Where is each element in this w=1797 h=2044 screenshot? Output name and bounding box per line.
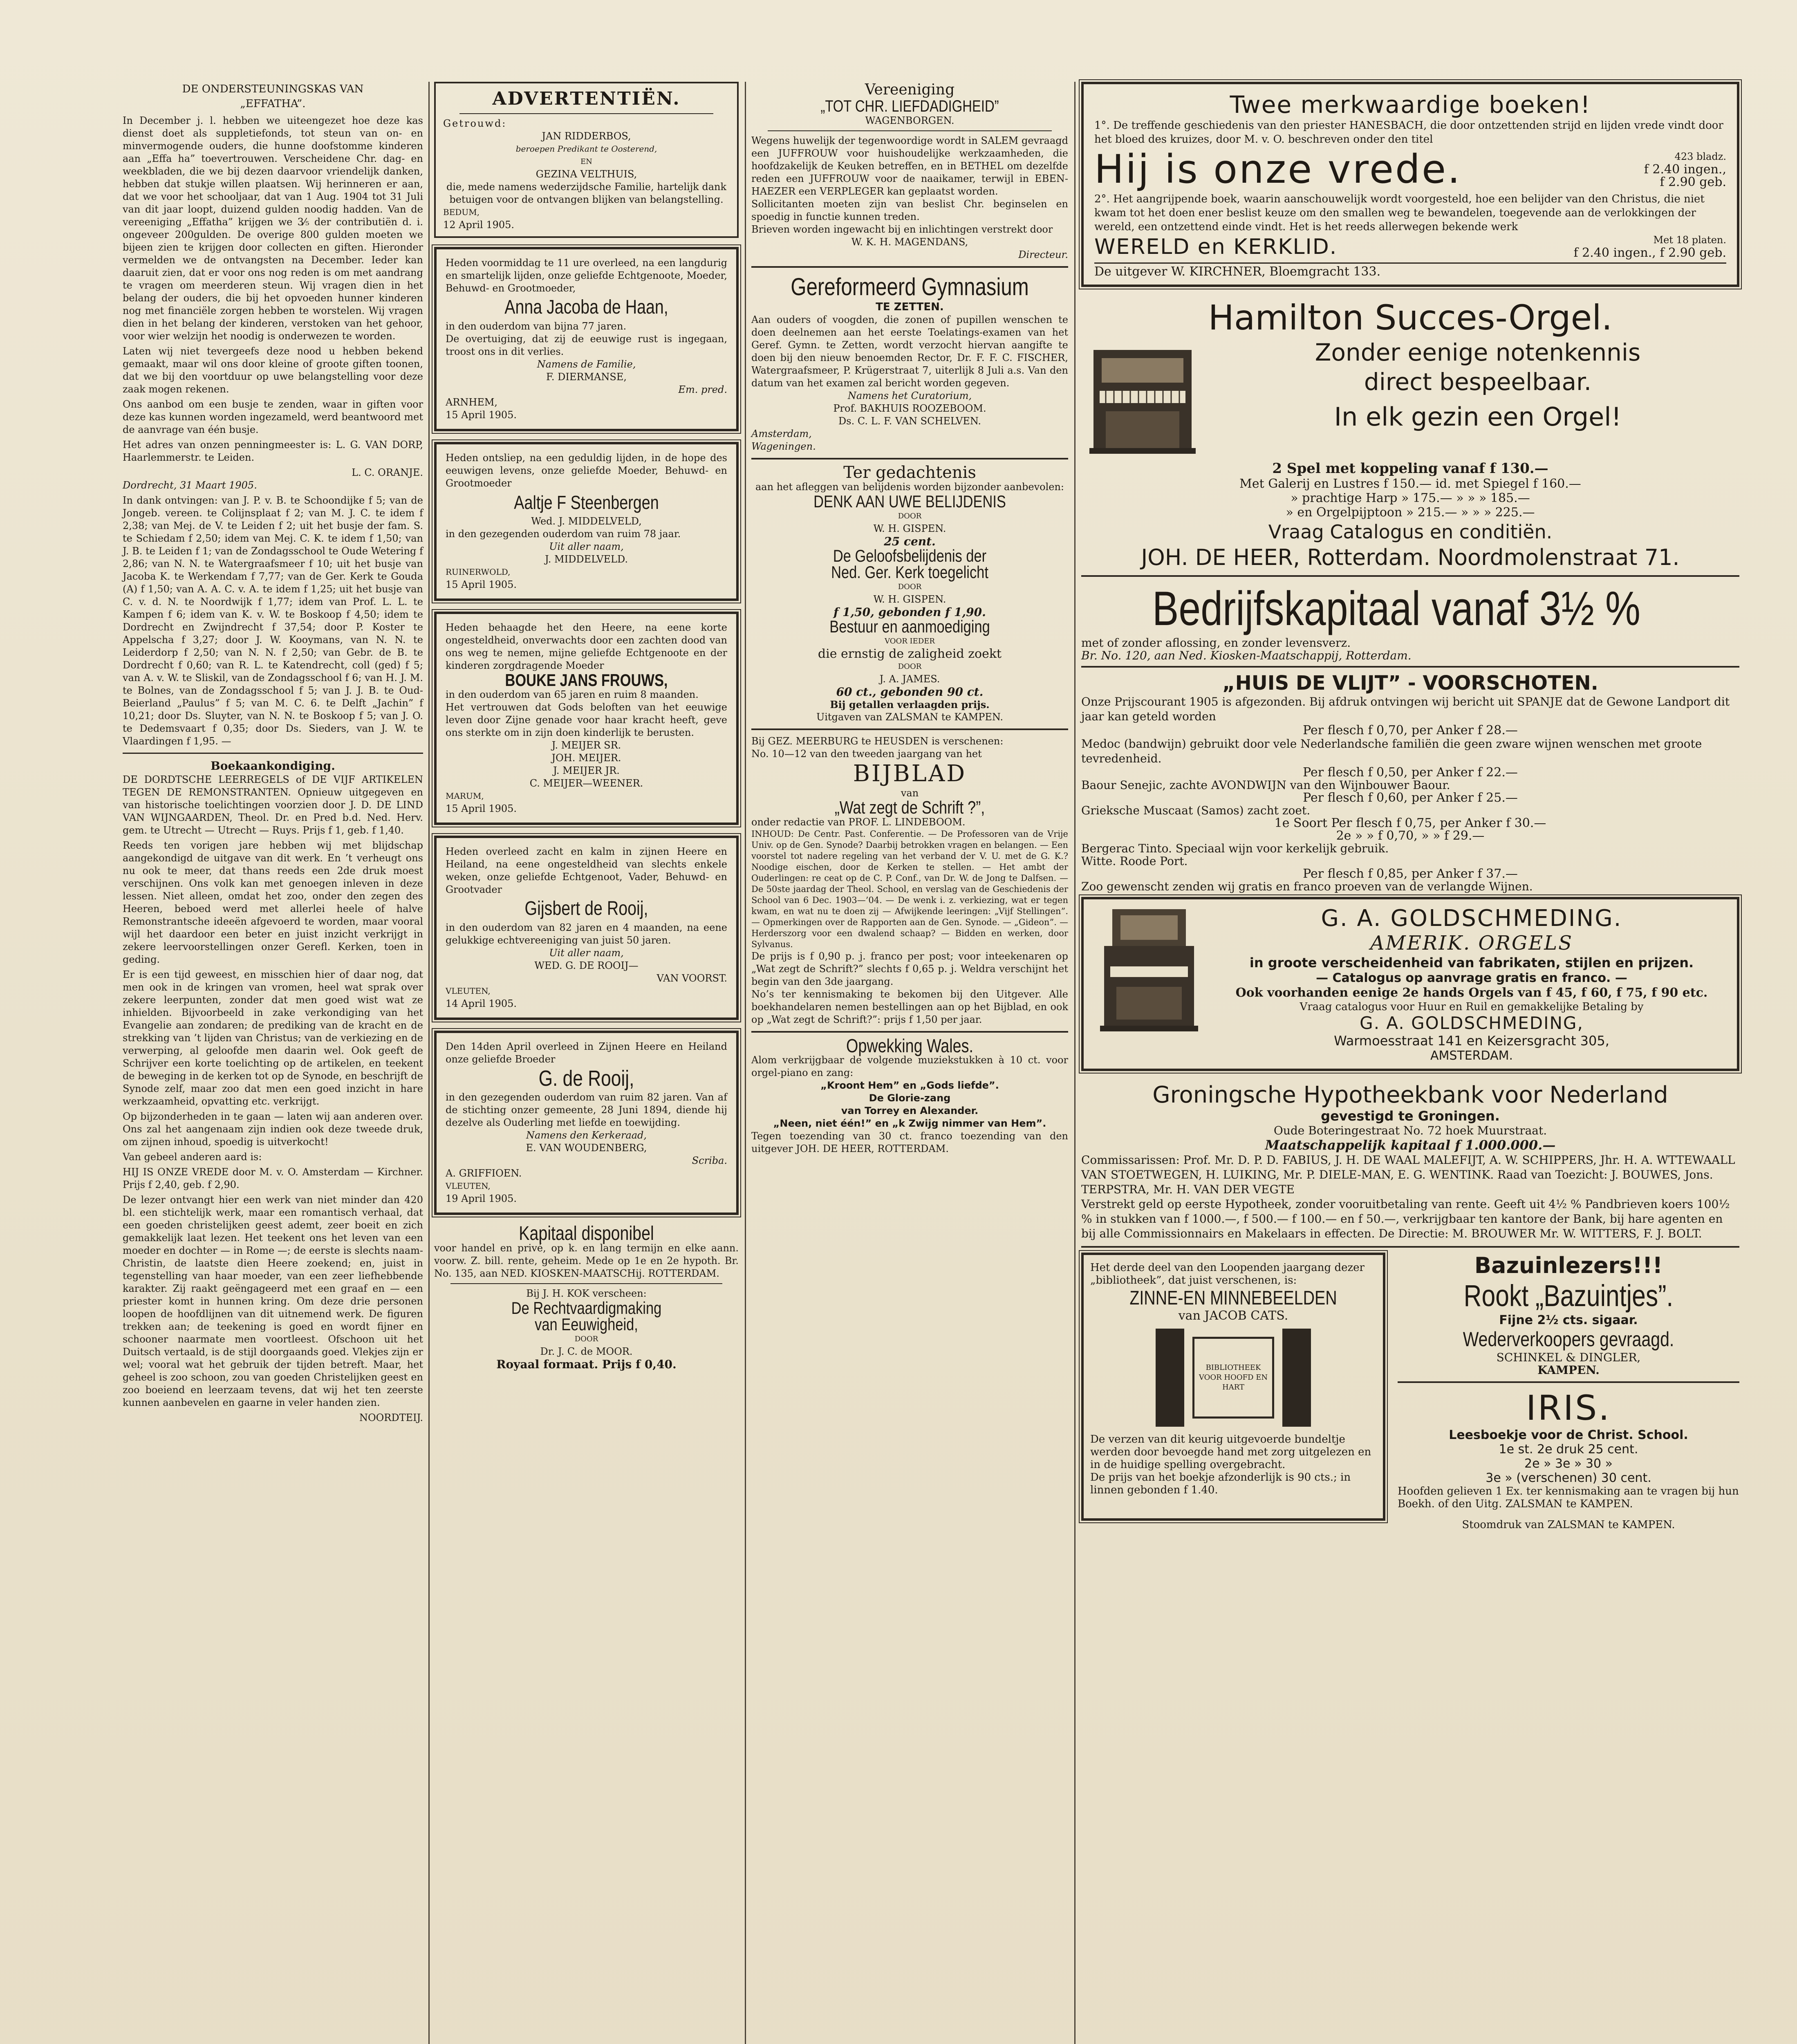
ad-text: EN — [580, 157, 592, 166]
ad-text: Wederverkoopers gevraagd. — [1463, 1328, 1674, 1351]
ad-date: 15 April 1905. — [446, 803, 517, 814]
ad-text: Dr. J. C. de MOOR. — [540, 1346, 633, 1357]
divider — [751, 458, 1068, 459]
ad-bazuin-iris — [1398, 1253, 1739, 1531]
ad-signature: J. MEIJER JR. — [553, 765, 620, 776]
ad-price: 2 Spel met koppeling vanaf f 130.— — [1272, 460, 1548, 477]
publication-title: BIJBLAD — [853, 760, 967, 787]
ad-text: beroepen Predikant te Oosterend, — [515, 144, 657, 154]
ad-text: Scriba. — [692, 1155, 727, 1166]
book-title: WERELD en KERKLID. — [1094, 235, 1338, 259]
book-title: Hij is onze vrede. — [1094, 146, 1462, 192]
ad-text: in den gezegenden ouderdom van ruim 78 jaar. — [446, 528, 681, 540]
ad-price: 2e » » f 0,70, » » f 29.— — [1336, 829, 1485, 843]
ad-text: Vraag catalogus voor Huur en Ruil en gemakkelijke Betaling by — [1300, 1001, 1644, 1013]
ad-price: Met Galerij en Lustres f 150.— id. met Spiegel f 160.— — [1239, 477, 1581, 491]
divider — [1081, 666, 1739, 668]
ad-text: die, mede namens wederzijdsche Familie, hartelijk dank betuigen voor de ontvangen blijken van belangstelling. — [446, 181, 727, 205]
ad-signature: Ds. C. L. F. VAN SCHELVEN. — [838, 415, 981, 427]
ad-text: Bij J. H. KOK verscheen: — [526, 1288, 647, 1299]
ad-heading: Groningsche Hypotheekbank voor Nederland — [1152, 1082, 1668, 1108]
ad-text: Bij GEZ. MEERBURG te HEUSDEN is verschenen: — [751, 735, 1004, 747]
column-commercial — [1081, 82, 1739, 1531]
emblem-bar — [1282, 1329, 1311, 1427]
ad-price: 60 ct., gebonden 90 ct. — [836, 685, 984, 699]
ad-date: 14 April 1905. — [446, 998, 517, 1009]
ad-text: „Kroont Hem” en „Gods liefde”. — [820, 1080, 999, 1091]
book-title-row — [1094, 234, 1726, 259]
column-notices — [751, 82, 1068, 1155]
ad-text: Den 14den April overleed in Zijnen Heere en Heiland onze geliefde Broeder — [446, 1041, 727, 1065]
printer-credit: Stoomdruk van ZALSMAN te KAMPEN. — [1462, 1519, 1675, 1531]
ad-address: KAMPEN. — [1537, 1363, 1600, 1377]
ad-place: MARUM, — [446, 791, 484, 801]
ad-place: VLEUTEN, — [446, 1181, 491, 1191]
ad-date: 15 April 1905. — [446, 409, 517, 421]
ad-heading: Twee merkwaardige boeken! — [1230, 91, 1591, 119]
ad-heading: Vereeniging — [865, 81, 955, 98]
ad-text: Uit aller naam, — [549, 947, 624, 959]
ad-text: De Glorie-zang — [869, 1092, 951, 1104]
ad-text: van — [901, 787, 919, 799]
ad-text: in groote verscheidenheid van fabrikaten, stijlen en prijzen. — [1249, 955, 1694, 970]
review-paragraph: DE DORDTSCHE LEERREGELS of DE VIJF ARTIKELEN TEGEN DE REMONSTRANTEN. Opnieuw uitgegeven en van historische toelichtingen voorzien door J. D. DE LIND VAN WIJNGAARDEN, Theol. Dr. en Pred b.d. Ned. Herv. gem. te Utrecht — Utrecht — Ruys. Prijs f 1, geb. f 1,40. — [123, 774, 423, 836]
ad-text: Het derde deel van den Loopenden jaargang dezer „bibliotheek”, dat juist verschenen, is: — [1090, 1262, 1365, 1286]
obituary-ad — [434, 442, 739, 601]
ad-price: » en Orgelpijptoon » 215.— » » » 225.— — [1286, 505, 1535, 520]
ad-place: Wageningen. — [751, 441, 816, 452]
ad-signature: C. MEIJER—WEENER. — [529, 778, 643, 789]
emblem-text: BIBLIOTHEEK VOOR HOOFD EN HART — [1199, 1363, 1268, 1392]
ad-zinne — [1081, 1253, 1385, 1521]
ad-heading: Kapitaal disponibel — [519, 1223, 654, 1244]
ad-text: Alom verkrijgbaar de volgende muziekstukken à 10 ct. voor orgel-piano en zang: — [751, 1054, 1068, 1078]
ad-signature: JOH. MEIJER. — [551, 752, 621, 764]
ad-date: 12 April 1905. — [443, 219, 515, 231]
divider — [459, 113, 713, 114]
ad-text: Fijne 2½ cts. sigaar. — [1499, 1313, 1638, 1327]
ad-heading: Bazuinlezers!!! — [1474, 1253, 1663, 1278]
ad-text: 1°. De treffende geschiedenis van den priester HANESBACH, die door ontzettenden strijd en lijden vrede vindt door het bloed des kruizes, door M. v. O. beschreven onder den titel — [1094, 119, 1723, 146]
bottom-ads — [1081, 1253, 1739, 1531]
divider — [1081, 1246, 1739, 1248]
goldschmeding-text — [1214, 905, 1729, 1063]
divider — [1081, 575, 1739, 577]
ad-text: Heden voormiddag te 11 ure overleed, na een langdurig en smartelijk lijden, onze geliefde Echtgenoote, Moeder, Behuwd- en Grootmoeder, — [446, 257, 727, 294]
ad-signature: A. GRIFFIOEN. — [446, 1168, 522, 1179]
book-title: DENK AAN UWE BELIJDENIS — [813, 492, 1006, 511]
ad-text: In elk gezin een Orgel! — [1334, 402, 1622, 432]
price-block — [1644, 150, 1726, 188]
ad-marriage — [434, 82, 739, 238]
book-title: De Geloofsbelijdenis der — [833, 546, 987, 565]
emblem-bar — [1156, 1329, 1184, 1427]
review-paragraph: HIJ IS ONZE VREDE door M. v. O. Amsterdam — Kirchner. Prijs f 2,40, geb. f 2,90. — [123, 1166, 423, 1190]
ad-signature: J. MIDDELVELD. — [545, 554, 628, 565]
ad-text: JOH. DE HEER, Rotterdam. Noordmolenstraat 71. — [1141, 545, 1680, 570]
ad-price: Per flesch f 0,50, per Anker f 22.— — [1303, 765, 1518, 780]
ad-name: JAN RIDDERBOS, — [542, 130, 631, 142]
ad-text: No. 10—12 van den tweeden jaargang van het — [751, 748, 982, 760]
ad-text: in den ouderdom van bijna 77 jaren. — [446, 320, 627, 332]
ad-text: 2°. Het aangrijpende boek, waarin aanschouwelijk wordt voorgesteld, hoe een belijder van den Christus, die niet kwam tot het doen ener beslist keuze om den smallen weg te bewandelen, toegevende aan de verlokkingen der wereld, een ontzettend einde vindt. Het is het reeds allerwegen bekende werk — [1094, 193, 1705, 233]
ad-date: 19 April 1905. — [446, 1193, 517, 1204]
ad-text: INHOUD: De Centr. Past. Conferentie. — De Professoren van de Vrije Univ. op de Gen. Synode? Daarbij betrokken vragen en belangen. — Een voorstel tot nadere regeling van het verband der V. U. met de G. K.? Noodige eischen, door de Kerken te stellen. — Het ambt der Ouderlingen: re ceat op de C. P. Conf., van Dr. W. de Jong te Dalfsen. — De 50ste jaardag der Theol. School, en verslag van de Geschiedenis der School van 6 Dec. 1903—’04. — De wenk i. z. verkiezing, wat er tegen kwam, en wat nu te doen zij — Afwijkende leeringen: „Vijf Stellingen”. — Opmerkingen over de Rapporten aan de Gen. Synode. — „Gideon”. — Herderszorg voor een dwalend schaap? — Bidden en werken, door Sylvanus. — [751, 829, 1068, 949]
ad-text: De prijs is f 0,90 p. j. franco per post; voor inteekenaren op „Wat zegt de Schrift?” slechts f 0,65 p. j. Weldra verschijnt het begin van den 3de jaargang. — [751, 950, 1068, 987]
ad-text: De prijs van het boekje afzonderlijk is 90 cts.; in linnen gebonden f 1.40. — [1090, 1471, 1351, 1496]
ad-text: De overtuiging, dat zij de eeuwige rust is ingegaan, troost ons in dit verlies. — [446, 333, 727, 357]
ad-price: Ook voorhanden eenige 2e hands Orgels van f 45, f 60, f 75, f 90 etc. — [1235, 986, 1708, 1000]
ad-heading: Gereformeerd Gymnasium — [791, 273, 1029, 300]
book-title: ZINNE-EN MINNEBEELDEN — [1129, 1287, 1337, 1309]
ad-text: Bergerac Tinto. Speciaal wijn voor kerkelijk gebruik. — [1081, 842, 1389, 855]
review-paragraph: Op bijzonderheden in te gaan — laten wij aan anderen over. Ons zal het aangenaam zijn indien ook deze tweede druk, om zijnen inhoud, spoedig is uitverkocht! — [123, 1111, 423, 1148]
section-heading: Boekaankondiging. — [211, 759, 335, 773]
ad-heading: AMERIK. ORGELS — [1370, 932, 1573, 955]
ad-signature: WED. G. DE ROOIJ— — [534, 960, 639, 971]
deceased-name: Gijsbert de Rooij, — [524, 898, 648, 919]
deceased-name: BOUKE JANS FROUWS, — [505, 670, 668, 690]
ad-text: Baour Senejic, zachte AVONDWIJN van den Wijnbouwer Baour. — [1081, 778, 1450, 792]
ad-heading: Opwekking Wales. — [846, 1035, 973, 1056]
divider — [751, 1031, 1068, 1033]
ad-text: DOOR — [574, 1335, 598, 1343]
ad-text: Heden behaagde het den Heere, na eene korte ongesteldheid, onverwachts door een zachten dood van ons weg te nemen, mijne geliefde Echtgenoote en der kinderen zorgdragende Moeder — [446, 622, 727, 671]
article-title: DE ONDERSTEUNINGSKAS VAN — [182, 83, 364, 95]
article-paragraph: Het adres van onzen penningmeester is: L. G. VAN DORP, Haarlemmerstr. te Leiden. — [123, 439, 423, 463]
ad-place: ARNHEM, — [446, 397, 498, 408]
ad-text: DOOR — [898, 662, 922, 671]
ad-price: 1e Soort Per flesch f 0,75, per Anker f 30.— — [1274, 816, 1546, 830]
ad-text: Leesboekje voor de Christ. School. — [1449, 1428, 1688, 1442]
donation-list: In dank ontvingen: van J. P. v. B. te Schoondijke f 5; van de Jongeb. vereen. te Colijnsplaat f 2; van M. J. C. te idem f 2,38; van Mej. de V. te Leiden f 2; uit het busje der fam. S. te Schiedam f 2,50; idem van Mej. C. K. te idem f 1,50; van J. B. te Leiden f 1; van de Zondagsschool te Oude Wetering f 2,86; van N. N. te Watergraafsmeer f 10; uit het busje van Jacoba K. te Werkendam f 7,77; van de Ger. Kerk te Gouda (A) f 1,50; van A. A. C. v. A. te idem f 1,25; uit het busje van C. v. d. N. te Noordwijk f 1,77; idem van Prof. L. L. te Kampen f 6; idem van K. v. W. te Boskoop f 4,50; idem te Dordrecht en Zwijndrecht f 37,54; door P. Koster te Appelscha f 3,27; door J. W. Kooymans, van N. N. te Leiderdorp f 2,50; van N. N. f 2,50; van Gebr. de B. te Dordrecht f 0,60; van R. L. te Katendrecht, coll (ged) f 5; van A. v. W. te Sliskil, van de Zondagsschool f 6; van H. J. M. te Bolnes, van de Zondagsschool f 5; van J. J. B. te Oud-Beierland „Paulus” f 5; van M. C. 6. te Delft „Jachin” f 10,21; door Ds. Sluyter, van N. N. te Boskoop f 5; van J. O. te Dedemsvaart f 0,35; door Ds. Sieders, van J. W. te Vlaardingen f 1,95. — — [123, 495, 423, 747]
ad-text: Maatschappelijk kapitaal f 1.000.000.— — [1265, 1137, 1556, 1153]
article-paragraph: Laten wij niet tevergeefs deze nood u hebben bekend gemaakt, maar wil ons door kleine of groote giften toonen, dat we bij den voortduur op uwe belangstelling voor deze zaak mogen rekenen. — [123, 345, 423, 395]
ad-text: Aan ouders of voogden, die zonen of pupillen wenschen te doen deelnemen aan het eerste Toelatings-examen van het Geref. Gymn. te Zetten, wordt verzocht hiervan aangifte te doen bij den nieuw benoemden Rector, Dr. F. F. C. FISCHER, Watergraafsmeer, P. Krügerstraat 7, uiterlijk 8 Juli a.s. Van den datum van het examen zal bericht worden gegeven. — [751, 314, 1068, 389]
book-title: Bestuur en aanmoediging — [829, 617, 990, 636]
library-emblem — [1090, 1329, 1376, 1427]
ads-heading: ADVERTENTIËN. — [492, 88, 681, 109]
obituary-ad — [434, 836, 739, 1020]
ad-heading: G. A. GOLDSCHMEDING. — [1321, 905, 1622, 932]
book-title: Ned. Ger. Kerk toegelicht — [831, 563, 988, 582]
ad-text: gevestigd te Groningen. — [1321, 1108, 1500, 1124]
ad-signature: Prof. BAKHUIS ROOZEBOOM. — [833, 403, 986, 414]
ad-text: Tegen toezending van 30 ct. franco toezending van den uitgever JOH. DE HEER, ROTTERDAM. — [751, 1130, 1068, 1154]
ad-text: onder redactie van PROF. L. LINDEBOOM. — [751, 816, 966, 828]
ad-signature: W. K. H. MAGENDANS, — [851, 236, 968, 248]
ad-text: Uitgaven van ZALSMAN te KAMPEN. — [816, 711, 1004, 723]
ad-price: Per flesch f 0,70, per Anker f 28.— — [1303, 723, 1518, 737]
signature: NOORDTEIJ. — [359, 1412, 423, 1423]
ad-text: — Catalogus op aanvrage gratis en franco. — — [1316, 971, 1627, 985]
divider — [450, 1283, 722, 1284]
organ-illustration — [1081, 338, 1204, 460]
ad-text: DOOR — [898, 512, 922, 520]
review-paragraph: Er is een tijd geweest, en misschien hier of daar nog, dat men ook in de kringen van vromen, heel wat sprak over zekere leerpunten, zonder dat men goed wist wat ze inhielden. Bijvoorbeeld in zake verkondiging van het Evangelie aan zondaren; de prediking van de kracht en de strekking van ’t lijden van Christus; van de verkiezing en de verwerping, al geloofde men daarin wel. Ook geeft de Schrijver een korte toelichting op de artikelen, en teekent de beweging in de kerken tot op de Synode, en beschrijft de Synode zelf, maar zoo dat men een goed inzicht in hare werkzaamheid, opvatting etc. verkrijgt. — [123, 969, 423, 1107]
ad-text: in den ouderdom van 65 jaren en ruim 8 maanden. — [446, 689, 699, 700]
ad-address: AMSTERDAM. — [1430, 1049, 1513, 1063]
ad-text: Zonder eenige notenkennis — [1315, 338, 1641, 366]
ad-signature: E. VAN WOUDENBERG, — [526, 1142, 647, 1154]
book-title: van Eeuwigheid, — [535, 1315, 638, 1334]
ad-price: f 1,50, gebonden f 1,90. — [834, 605, 986, 619]
ad-text: Br. No. 120, aan Ned. Kiosken-Maatschappij, Rotterdam. — [1081, 649, 1412, 662]
divider — [768, 130, 1052, 131]
deceased-name: Aaltje F Steenbergen — [514, 492, 659, 513]
ad-price: » prachtige Harp » 175.— » » » 185.— — [1291, 491, 1530, 505]
ad-books — [1081, 82, 1739, 287]
price-block — [1574, 234, 1726, 259]
ad-publisher: De uitgever W. KIRCHNER, Bloemgracht 133. — [1094, 262, 1726, 278]
ad-text: Het vertrouwen dat Gods beloften van het eeuwige leven door Zijne genade voor haar kracht heeft, geve ons sterkte om in zijn doen kinderlijk te berusten. — [446, 702, 727, 738]
ad-price: 25 cent. — [884, 535, 936, 548]
library-emblem-shield — [1192, 1337, 1274, 1419]
ad-heading: Rookt „Bazuintjes”. — [1463, 1279, 1674, 1313]
obituary-ad — [434, 247, 739, 431]
ad-text: Getrouwd: — [443, 118, 507, 129]
ad-price: 1e st. 2e druk 25 cent. — [1499, 1442, 1638, 1457]
ad-text: DOOR — [898, 583, 922, 591]
ad-heading: Ter gedachtenis — [843, 463, 976, 482]
ad-signature: G. A. GOLDSCHMEDING, — [1360, 1013, 1584, 1033]
ad-address: Oude Boteringestraat No. 72 hoek Muurstraat. — [1273, 1124, 1547, 1137]
column-effatha — [123, 82, 423, 1424]
organ-illustration — [1092, 905, 1206, 1036]
ad-text: Zoo gewenscht zenden wij gratis en franco proeven van de verlangde Wijnen. — [1081, 880, 1533, 893]
ad-signature: F. DIERMANSE, — [546, 371, 627, 383]
ad-text: 423 bladz. — [1674, 150, 1726, 162]
ad-text: Witte. Roode Port. — [1081, 854, 1188, 868]
ad-author: W. H. GISPEN. — [873, 594, 946, 605]
ad-place: Amsterdam, — [751, 428, 812, 439]
ad-text: Sollicitanten moeten zijn van beslist Chr. beginselen en spoedig in functie kunnen treden. — [751, 198, 1068, 222]
ad-text: Namens de Familie, — [537, 359, 636, 370]
ad-text: De verzen van dit keurig uitgevoerde bundeltje werden door bevoegde hand met zorg uitgelezen en in de huidige spelling overgebracht. — [1090, 1433, 1371, 1471]
divider — [751, 728, 1068, 730]
ad-text: die ernstig de zaligheid zoekt — [818, 647, 1002, 661]
ad-text: direct bespeelbaar. — [1364, 368, 1592, 396]
obituary-ad — [434, 612, 739, 825]
ad-text: Brieven worden ingewacht bij en inlichtingen verstrekt door — [751, 224, 1053, 235]
ad-signature: VAN VOORST. — [657, 973, 727, 984]
organ-ad — [1081, 338, 1739, 460]
ad-text: Heden overleed zacht en kalm in zijnen Heere en Heiland, na eene ongesteldheid van slechts enkele weken, onze geliefde Echtgenoot, Vader, Behuwd- en Grootvader — [446, 846, 727, 895]
ad-text: van JACOB CATS. — [1178, 1309, 1288, 1323]
ad-text: Em. pred. — [678, 384, 727, 395]
ad-price: 3e » (verschenen) 30 cent. — [1486, 1471, 1651, 1485]
ad-text: van Torrey en Alexander. — [841, 1105, 979, 1116]
ad-text: TE ZETTEN. — [876, 301, 944, 313]
ad-author: J. A. JAMES. — [879, 673, 940, 685]
divider — [751, 266, 1068, 268]
ad-heading: Bedrijfskapitaal vanaf 3½ % — [1152, 582, 1640, 636]
ad-price: Per flesch f 0,60, per Anker f 25.— — [1303, 791, 1518, 805]
dateline: Dordrecht, 31 Maart 1905. — [123, 480, 257, 491]
ad-price: f 2.90 geb. — [1660, 175, 1726, 189]
ad-text: Vraag Catalogus en conditiën. — [1268, 521, 1553, 543]
ad-price: 2e » 3e » 30 » — [1524, 1457, 1613, 1471]
ad-place: VLEUTEN, — [446, 986, 491, 996]
ad-price: Per flesch f 0,85, per Anker f 37.— — [1303, 867, 1518, 881]
ad-text: Met 18 platen. — [1653, 234, 1726, 246]
ad-address: Warmoesstraat 141 en Keizersgracht 305, — [1334, 1033, 1609, 1049]
ad-text: Verstrekt geld op eerste Hypotheek, zonder vooruitbetaling van rente. Geeft uit 4½ % Pandbrieven koers 100½ % in stukken van f 1000.—, f 500.— f 100.— en f 50.—, verkrijgbaar ten kantore der Bank, bij hare agenten en bij alle Commissionnairs en Makelaars in effecten. De Directie: M. BROUWER Mr. W. WITTERS, F. J. BOLT. — [1081, 1197, 1730, 1240]
ad-heading: IRIS. — [1526, 1388, 1611, 1428]
ad-text: Namens het Curatorium, — [847, 390, 972, 401]
ad-place: RUINERWOLD, — [446, 567, 511, 577]
ad-text: Hoofden gelieven 1 Ex. ter kennismaking aan te vragen bij hun Boekh. of den Uitg. ZALSMAN te KAMPEN. — [1398, 1485, 1739, 1510]
deceased-name: Anna Jacoba de Haan, — [504, 296, 668, 318]
ad-name: GEZINA VELTHUIS, — [536, 168, 637, 180]
article-title: „EFFATHA”. — [240, 98, 306, 110]
ad-text: Commissarissen: Prof. Mr. D. P. D. FABIUS, J. H. DE WAAL MALEFIJT, A. W. SCHIPPERS, Jhr. H. A. WTTEWAALL VAN STOETWEGEN, H. LUIKING, Mr. P. DIELE-MAN, E. G. WENTINK. Raad van Toezicht: J. BOUWES, Jons. TERPSTRA, Mr. H. VAN DER VEGTE — [1081, 1153, 1735, 1196]
publication-title: „Wat zegt de Schrift ?”, — [834, 798, 985, 818]
ad-text: Uit aller naam, — [549, 541, 624, 552]
column-rule — [428, 82, 430, 2044]
signature: L. C. ORANJE. — [352, 467, 423, 478]
ad-text: voor handel en privé, op k. en lang termijn en elke aann. voorw. Z. bill. rente, geheim. Mede op 1e en 2e hypoth. Br. No. 135, aan NED. KIOSKEN-MAATSCHij. ROTTERDAM. — [434, 1242, 739, 1279]
ad-text: Grieksche Muscaat (Samos) zacht zoet. — [1081, 804, 1311, 817]
divider — [1398, 1381, 1739, 1383]
organ-ad-text — [1216, 338, 1739, 460]
review-paragraph: De lezer ontvangt hier een werk van niet minder dan 420 bl. een stichtelijk werk, maar een romantisch verhaal, dat een goeden christelijken geest ademt, zeer boeit en zich gemakkelijk laat lezen. Het teekent ons het leven van een moeder en dochter — in Rome —; de eerste is slechts naam-Christin, de laatste dien Heere zoekend; en, juist in tegenstelling van haar moeder, van een zeer liefhebbende karakter. Zij raakt geëngageerd met een graaf en — een priester komt in hunnen kring. Om deze drie personen loopen de hoofdlijnen van dit uitnemend werk. De figuren trekken aan; de teekening is goed en wordt fijner en schooner naarmate men voortleest. Ofschoon uit het Duitsch vertaald, is de stijl doorgaands goed. Vlekjes zijn er wel; vooral wat het gebruik der tijden betreft. Maar, het geheel is zoo schoon, zou van goeden Christelijken geest en zoo boeiend en leerzaam tevens, dat wij het ten zeerste kunnen aanbevelen en gaarne in veler handen zien. — [123, 1194, 423, 1408]
column-rule — [1074, 82, 1076, 2044]
ad-text: „Neen, niet één!” en „k Zwijg nimmer van Hem”. — [773, 1118, 1046, 1129]
ad-text: Medoc (bandwijn) gebruikt door vele Nederlandsche familiën die geen zware wijnen wenschen met groote tevredenheid. — [1081, 737, 1702, 765]
ad-text: in den gezegenden ouderdom van ruim 82 jaren. Van af de stichting onzer gemeente, 28 Juni 1894, diende hij dezelve als Ouderling met liefde en toewijding. — [446, 1091, 727, 1128]
ad-price: f 2.40 ingen., f 2.90 geb. — [1573, 246, 1726, 260]
column-advertisements — [434, 82, 739, 1371]
obituary-ad — [434, 1031, 739, 1215]
deceased-name: G. de Rooij, — [538, 1066, 634, 1091]
book-title: De Rechtvaardigmaking — [511, 1298, 662, 1318]
ad-text: aan het afleggen van belijdenis worden bijzonder aanbevolen: — [755, 481, 1064, 493]
ad-place: BEDUM, — [443, 207, 480, 217]
ad-signature: SCHINKEL & DINGLER, — [1496, 1351, 1641, 1364]
ad-heading: Hamilton Succes-Orgel. — [1208, 298, 1613, 338]
ad-text: Wegens huwelijk der tegenwoordige wordt in SALEM gevraagd een JUFFROUW voor huishoudelijke werkzaamheden, die hoofdzakelijk de Keuken betreffen, en in BETHEL om dezelfde reden een JUFFROUW voor de naaikamer, terwijl in EBEN-HAEZER een VERPLEGER kan geplaatst worden. — [751, 135, 1068, 197]
review-paragraph: Van gebeel anderen aard is: — [123, 1151, 262, 1163]
ad-text: Heden ontsliep, na een geduldig lijden, in de hope des eeuwigen levens, onze geliefde Moeder, Behuwd- en Grootmoeder — [446, 452, 727, 489]
ad-signature: J. MEIJER SR. — [551, 740, 621, 751]
column-rule — [745, 82, 746, 2044]
ad-goldschmeding — [1081, 897, 1739, 1071]
ad-text: Wed. J. MIDDELVELD, — [531, 515, 642, 527]
ad-text: Namens den Kerkeraad, — [526, 1130, 647, 1141]
ad-heading: „HUIS DE VLIJT” - VOORSCHOTEN. — [1222, 672, 1598, 695]
book-title-row — [1094, 146, 1726, 192]
ad-text: in den ouderdom van 82 jaren en 4 maanden, na eene gelukkige echtvereeniging van juist 50 jaren. — [446, 922, 727, 946]
article-paragraph: Ons aanbod om een busje te zenden, waar in giften voor deze kas kunnen worden ingezameld, werd beantwoord met de aanvrage van één busje. — [123, 399, 423, 435]
ad-text: Directeur. — [1018, 249, 1068, 260]
ad-date: 15 April 1905. — [446, 579, 517, 590]
ad-text: Onze Prijscourant 1905 is afgezonden. Bij afdruk ontvingen wij bericht uit SPANJE dat de Gewone Landport dit jaar kan geteld worden — [1081, 695, 1730, 723]
ad-heading: „TOT CHR. LIEFDADIGHEID” — [820, 97, 999, 115]
ad-text: Bij getallen verlaagden prijs. — [830, 699, 990, 710]
ad-text: met of zonder aflossing, en zonder levensverz. — [1081, 636, 1351, 650]
ad-text: VOOR IEDER — [885, 637, 935, 645]
ad-author: W. H. GISPEN. — [873, 523, 946, 534]
ad-price: f 2.40 ingen., — [1644, 162, 1726, 177]
article-paragraph: In December j. l. hebben we uiteengezet hoe deze kas dienst doet als suppletiefonds, tot steun van on- en minvermogende ouders, die hunne doofstomme kinderen aan „Effa ha” toevertrouwen. Verscheidene Chr. dag- en weekbladen, die we bij dezen daarvoor vriendelijk danken, hebben dat stukje willen plaatsen. Wij herinneren er aan, dat we voor het schooljaar, dat van 1 Aug. 1904 tot 31 Juli van dit jaar loopt, duizend gulden noodig hadden. Van de vereeniging „Effatha” krijgen we 3⁄₅ der contributiën d. i. ongeveer 200gulden. De overige 800 gulden moeten we bijeen zien te krijgen door collecten en giften. Hieronder vermelden we de ontvangsten na December. Ieder kan daaruit zien, dat er voor ons nog reden is om met aandrang te vragen om meerderen steun. Wij vragen dien in het belang der ouders, die bij het opvoeden hunner kinderen nog met financiële zorgen hebben te worstelen. Wij vragen dien in het belang der kinderen, verstoken van het gehoor, voor wier welzijn het noodig is onderwezen te worden. — [123, 115, 423, 342]
ad-price: Royaal formaat. Prijs f 0,40. — [496, 1358, 677, 1371]
ad-text: WAGENBORGEN. — [865, 115, 955, 126]
ad-text: No’s ter kennismaking te bekomen bij den Uitgever. Alle boekhandelaren nemen bestellingen aan op het Bijblad, en ook op „Wat zegt de Schrift?”: prijs f 1,50 per jaar. — [751, 988, 1068, 1025]
review-paragraph: Reeds ten vorigen jare hebben wij met blijdschap aangekondigd de uitgave van dit werk. En ’t verheugt ons nu ook te meer, dat thans reeds een 2de druk moest verschijnen. Ons volk kan met genoegen inleven in deze lessen. Niet alleen, omdat het zoo, onder den zegen des Heeren, beboed werd met allerlei heele of halve Remonstrantsche ideeën afgevoerd te worden, maar vooral wijl het daardoor een beter en juist inzicht verkrijgt in zekere leervoorstellingen onzer Gerefl. Kerken, toen in geding. — [123, 840, 423, 965]
